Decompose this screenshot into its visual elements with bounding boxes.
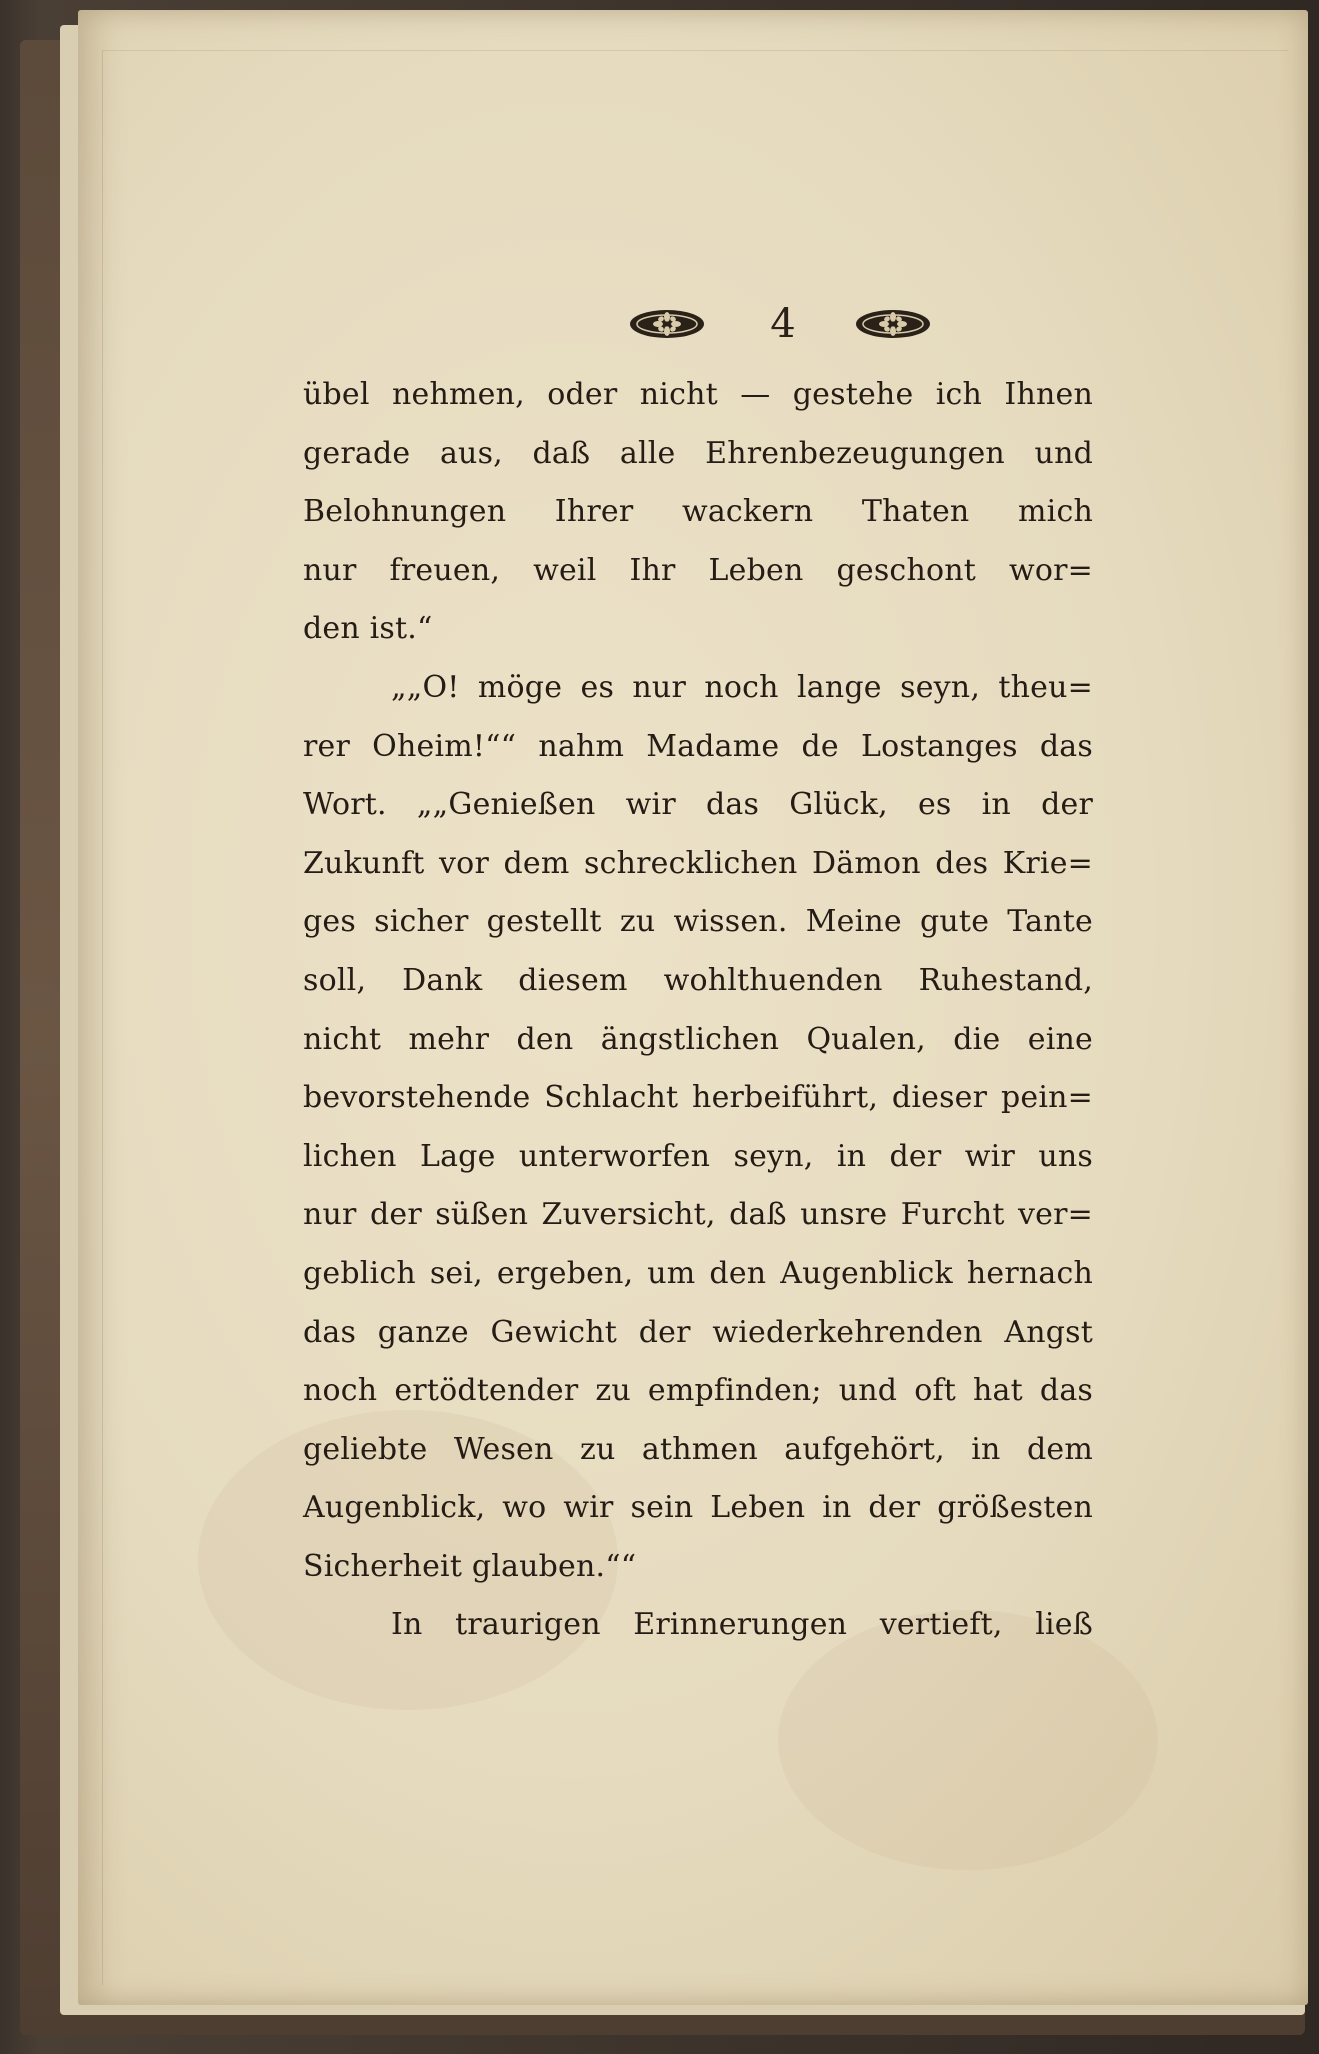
- text-line: geblich sei, ergeben, um den Augenblick hernach: [303, 1255, 1093, 1291]
- text-line: rer Oheim!““ nahm Madame de Lostanges das: [303, 728, 1093, 764]
- page-number: 4: [770, 301, 796, 347]
- text-line: gerade aus, daß alle Ehrenbezeugungen und: [303, 435, 1093, 471]
- rosette-ornament-icon: [854, 300, 932, 348]
- rosette-ornament-icon: [628, 300, 706, 348]
- text-line: Sicherheit glauben.““: [303, 1548, 637, 1584]
- text-line: soll, Dank diesem wohlthuenden Ruhestand,: [303, 962, 1093, 998]
- text-line: geliebte Wesen zu athmen aufgehört, in dem: [303, 1431, 1093, 1467]
- text-line: nur freuen, weil Ihr Leben geschont wor=: [303, 552, 1093, 588]
- text-line: Augenblick, wo wir sein Leben in der größesten: [303, 1490, 1093, 1526]
- text-line: Zukunft vor dem schrecklichen Dämon des Krie=: [303, 845, 1093, 881]
- text-line: „„O! möge es nur noch lange seyn, theu=: [391, 669, 1093, 705]
- text-line: noch ertödtender zu empfinden; und oft hat das: [303, 1373, 1093, 1409]
- text-line: In traurigen Erinnerungen vertieft, ließ: [391, 1607, 1093, 1643]
- body-text: [303, 366, 1093, 1655]
- text-line: Belohnungen Ihrer wackern Thaten mich: [303, 494, 1093, 530]
- text-line: nicht mehr den ängstlichen Qualen, die eine: [303, 1021, 1093, 1057]
- text-line: lichen Lage unterworfen seyn, in der wir uns: [303, 1138, 1093, 1174]
- text-line: übel nehmen, oder nicht — gestehe ich Ihnen: [303, 377, 1093, 412]
- text-line: nur der süßen Zuversicht, daß unsre Furcht ver=: [303, 1197, 1093, 1233]
- text-line: den ist.“: [303, 611, 433, 647]
- text-line: Wort. „„Genießen wir das Glück, es in der: [303, 787, 1093, 823]
- text-line: das ganze Gewicht der wiederkehrenden Angst: [303, 1314, 1093, 1350]
- text-line: bevorstehende Schlacht herbeiführt, dieser pein=: [303, 1080, 1093, 1116]
- page-header: [78, 300, 1308, 350]
- text-line: ges sicher gestellt zu wissen. Meine gute Tante: [303, 904, 1093, 940]
